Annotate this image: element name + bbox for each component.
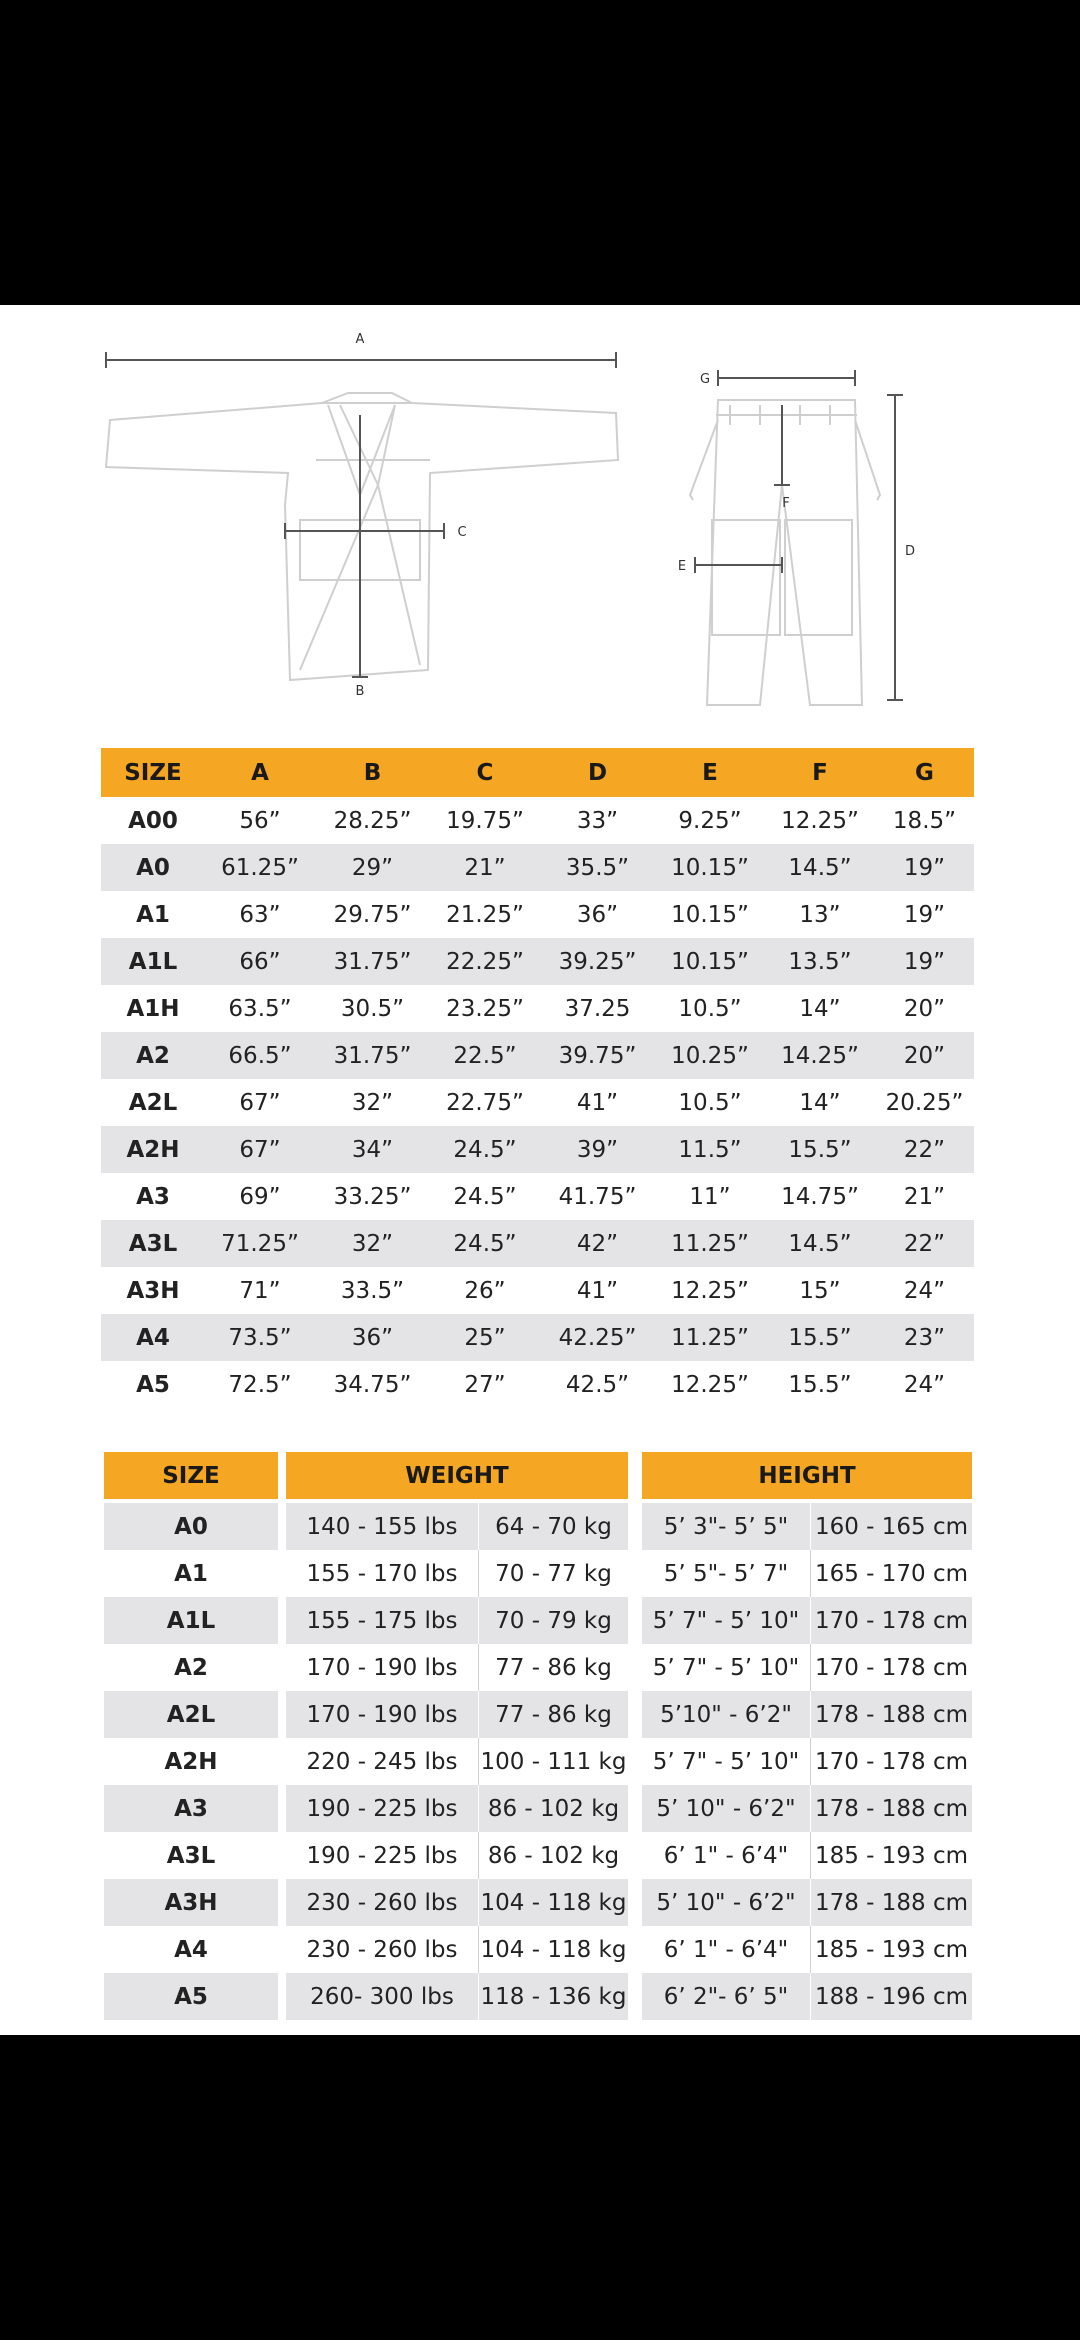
size-cell: A3L — [104, 1832, 278, 1879]
garment-diagram — [0, 305, 1080, 725]
measurement-cell: 33” — [576, 807, 619, 834]
weight-kg-cell: 64 - 70 kg — [478, 1503, 628, 1550]
measurement-cell: 34” — [351, 1136, 394, 1163]
table-row — [101, 1173, 974, 1220]
weight-kg-cell: 70 - 77 kg — [478, 1550, 628, 1597]
size-cell: A1H — [126, 995, 180, 1022]
label-f: F — [782, 496, 790, 511]
measurement-cell: 10.5” — [678, 995, 742, 1022]
measurement-cell: 39.25” — [558, 948, 637, 975]
size-chart-sheet — [0, 305, 1080, 2035]
measurement-cell: 22.5” — [453, 1042, 517, 1069]
weight-kg-cell: 77 - 86 kg — [478, 1644, 628, 1691]
height-cm-cell: 170 - 178 cm — [810, 1738, 972, 1785]
measurement-cell: 24.5” — [453, 1230, 517, 1257]
weight-lbs-cell: 230 - 260 lbs — [286, 1879, 478, 1926]
measurement-cell: 67” — [239, 1136, 281, 1163]
table-row — [104, 1973, 972, 2020]
measurement-cell: 10.15” — [671, 901, 749, 928]
size-cell: A2 — [104, 1644, 278, 1691]
measurement-cell: 29.75” — [333, 901, 412, 928]
dimension-d — [887, 395, 903, 700]
measurement-cell: 24.5” — [453, 1183, 517, 1210]
height-ft-cell: 5’ 10" - 6’2" — [642, 1879, 810, 1926]
header-e: E — [702, 759, 718, 786]
weight-kg-cell: 118 - 136 kg — [478, 1973, 628, 2020]
measurement-cell: 15.5” — [788, 1371, 852, 1398]
height-ft-cell: 5’ 3"- 5’ 5" — [642, 1503, 810, 1550]
measurement-cell: 15” — [799, 1277, 841, 1304]
measurement-cell: 36” — [351, 1324, 394, 1351]
measurement-cell: 12.25” — [781, 807, 859, 834]
height-cm-cell: 188 - 196 cm — [810, 1973, 972, 2020]
label-a: A — [355, 332, 365, 347]
table-row — [101, 1267, 974, 1314]
header-d: D — [587, 759, 608, 786]
height-ft-cell: 5’ 5"- 5’ 7" — [642, 1550, 810, 1597]
pants-drawing — [690, 400, 880, 705]
measurement-cell: 21.25” — [446, 901, 524, 928]
measurement-cell: 34.75” — [333, 1371, 412, 1398]
header-c: C — [476, 759, 494, 786]
measurement-cell: 22.25” — [446, 948, 524, 975]
measurement-cell: 41” — [576, 1277, 619, 1304]
weight-kg-cell: 86 - 102 kg — [478, 1785, 628, 1832]
measurement-cell: 71.25” — [221, 1230, 299, 1257]
measurement-cell: 14” — [799, 1089, 841, 1116]
body-header-row — [104, 1452, 972, 1499]
header-b: B — [363, 759, 382, 786]
table-row — [104, 1879, 972, 1926]
measurement-cell: 13.5” — [788, 948, 852, 975]
measurement-cell: 42.25” — [558, 1324, 637, 1351]
measurement-cell: 31.75” — [333, 1042, 412, 1069]
measurement-cell: 21” — [464, 854, 506, 881]
table-row — [101, 1032, 974, 1079]
header-height: HEIGHT — [642, 1452, 972, 1499]
measurement-cell: 14.5” — [788, 854, 852, 881]
table-row — [104, 1644, 972, 1691]
dimension-e — [695, 557, 782, 573]
size-cell: A3H — [104, 1879, 278, 1926]
weight-lbs-cell: 140 - 155 lbs — [286, 1503, 478, 1550]
measurement-cell: 39.75” — [558, 1042, 637, 1069]
table-row — [101, 1361, 974, 1408]
measurement-cell: 61.25” — [221, 854, 299, 881]
measurement-cell: 27” — [464, 1371, 506, 1398]
measurement-cell: 31.75” — [333, 948, 412, 975]
measurement-cell: 14” — [799, 995, 841, 1022]
measurement-cell: 63.5” — [228, 995, 292, 1022]
table-row — [104, 1691, 972, 1738]
measurement-cell: 14.5” — [788, 1230, 852, 1257]
measurement-cell: 13” — [799, 901, 841, 928]
measurement-cell: 73.5” — [228, 1324, 292, 1351]
height-cm-cell: 178 - 188 cm — [810, 1879, 972, 1926]
measurement-cell: 32” — [351, 1230, 394, 1257]
header-size: SIZE — [104, 1452, 278, 1499]
weight-kg-cell: 100 - 111 kg — [478, 1738, 628, 1785]
measurement-cell: 67” — [239, 1089, 281, 1116]
weight-lbs-cell: 170 - 190 lbs — [286, 1691, 478, 1738]
measurement-cell: 71” — [239, 1277, 281, 1304]
body-size-table — [104, 1452, 972, 2020]
size-cell: A3H — [126, 1277, 180, 1304]
measurement-cell: 10.15” — [671, 854, 749, 881]
measurement-cell: 15.5” — [788, 1136, 852, 1163]
size-cell: A3 — [136, 1183, 170, 1210]
weight-kg-cell: 104 - 118 kg — [478, 1926, 628, 1973]
weight-kg-cell: 104 - 118 kg — [478, 1879, 628, 1926]
table-row — [101, 844, 974, 891]
height-ft-cell: 6’ 1" - 6’4" — [642, 1926, 810, 1973]
weight-lbs-cell: 230 - 260 lbs — [286, 1926, 478, 1973]
measurement-cell: 72.5” — [228, 1371, 292, 1398]
measurement-cell: 14.25” — [781, 1042, 859, 1069]
size-cell: A00 — [128, 807, 178, 834]
height-cm-cell: 178 - 188 cm — [810, 1785, 972, 1832]
measurement-cell: 35.5” — [565, 854, 630, 881]
height-cm-cell: 165 - 170 cm — [810, 1550, 972, 1597]
measurement-cell: 26” — [464, 1277, 506, 1304]
weight-kg-cell: 77 - 86 kg — [478, 1691, 628, 1738]
height-ft-cell: 6’ 2"- 6’ 5" — [642, 1973, 810, 2020]
label-b: B — [355, 684, 365, 699]
size-cell: A1 — [104, 1550, 278, 1597]
size-cell: A3L — [128, 1230, 178, 1257]
table-row — [104, 1738, 972, 1785]
measurement-cell: 39” — [576, 1136, 619, 1163]
measurement-cell: 30.5” — [340, 995, 405, 1022]
measurement-cell: 24” — [903, 1277, 946, 1304]
measurement-cell: 63” — [239, 901, 281, 928]
measurement-cell: 22” — [903, 1230, 946, 1257]
label-g: G — [699, 372, 711, 387]
height-cm-cell: 185 - 193 cm — [810, 1832, 972, 1879]
measurement-cell: 11.25” — [671, 1324, 749, 1351]
height-cm-cell: 185 - 193 cm — [810, 1926, 972, 1973]
measurement-cell: 15.5” — [788, 1324, 852, 1351]
measurement-rows — [101, 797, 974, 1408]
measurement-cell: 33.25” — [333, 1183, 412, 1210]
weight-lbs-cell: 155 - 170 lbs — [286, 1550, 478, 1597]
size-cell: A2L — [128, 1089, 178, 1116]
measurement-cell: 32” — [351, 1089, 394, 1116]
measurement-cell: 41.75” — [558, 1183, 637, 1210]
measurement-cell: 9.25” — [678, 807, 742, 834]
size-cell: A2L — [104, 1691, 278, 1738]
height-cm-cell: 170 - 178 cm — [810, 1644, 972, 1691]
body-rows — [104, 1503, 972, 2020]
label-e: E — [677, 559, 687, 574]
weight-lbs-cell: 260- 300 lbs — [286, 1973, 478, 2020]
weight-lbs-cell: 190 - 225 lbs — [286, 1785, 478, 1832]
measurement-cell: 41” — [576, 1089, 619, 1116]
size-cell: A4 — [104, 1926, 278, 1973]
measurement-cell: 66.5” — [228, 1042, 292, 1069]
table-row — [101, 1220, 974, 1267]
measurement-cell: 19” — [903, 854, 946, 881]
measurement-cell: 19.75” — [446, 807, 524, 834]
weight-kg-cell: 70 - 79 kg — [478, 1597, 628, 1644]
measurement-cell: 22” — [903, 1136, 946, 1163]
size-cell: A3 — [104, 1785, 278, 1832]
table-row — [101, 891, 974, 938]
label-d: D — [904, 544, 916, 559]
height-ft-cell: 6’ 1" - 6’4" — [642, 1832, 810, 1879]
measurement-table — [101, 748, 974, 1408]
measurement-cell: 11.25” — [671, 1230, 749, 1257]
table-row — [101, 938, 974, 985]
header-weight: WEIGHT — [286, 1452, 628, 1499]
table-row — [101, 1314, 974, 1361]
weight-lbs-cell: 220 - 245 lbs — [286, 1738, 478, 1785]
measurement-cell: 42” — [576, 1230, 619, 1257]
measurement-cell: 36” — [576, 901, 619, 928]
table-row — [101, 985, 974, 1032]
measurement-cell: 29” — [351, 854, 394, 881]
table-row — [101, 1126, 974, 1173]
measurement-cell: 20” — [903, 1042, 946, 1069]
measurement-cell: 23” — [903, 1324, 946, 1351]
size-cell: A1L — [104, 1597, 278, 1644]
measurement-cell: 66” — [239, 948, 281, 975]
height-cm-cell: 170 - 178 cm — [810, 1597, 972, 1644]
header-g: G — [915, 759, 934, 786]
measurement-cell: 21” — [903, 1183, 946, 1210]
measurement-cell: 11” — [689, 1183, 731, 1210]
measurement-cell: 20.25” — [885, 1089, 964, 1116]
header-f: F — [812, 759, 828, 786]
measurement-cell: 19” — [903, 948, 946, 975]
size-cell: A1L — [128, 948, 178, 975]
size-cell: A0 — [104, 1503, 278, 1550]
dimension-a — [106, 352, 616, 368]
size-cell: A5 — [104, 1973, 278, 2020]
measurement-header-row — [101, 748, 974, 797]
height-ft-cell: 5’ 10" - 6’2" — [642, 1785, 810, 1832]
measurement-cell: 33.5” — [340, 1277, 405, 1304]
height-ft-cell: 5’ 7" - 5’ 10" — [642, 1644, 810, 1691]
measurement-cell: 24.5” — [453, 1136, 517, 1163]
table-row — [101, 797, 974, 844]
dimension-b — [352, 415, 368, 677]
measurement-cell: 10.15” — [671, 948, 749, 975]
table-row — [101, 1079, 974, 1126]
measurement-cell: 14.75” — [781, 1183, 859, 1210]
table-row — [104, 1832, 972, 1879]
measurement-cell: 69” — [239, 1183, 281, 1210]
size-cell: A2H — [104, 1738, 278, 1785]
height-ft-cell: 5’10" - 6’2" — [642, 1691, 810, 1738]
measurement-cell: 25” — [464, 1324, 506, 1351]
header-size: SIZE — [124, 759, 182, 786]
measurement-cell: 18.5” — [892, 807, 957, 834]
measurement-cell: 22.75” — [446, 1089, 524, 1116]
table-row — [104, 1926, 972, 1973]
measurement-cell: 28.25” — [333, 807, 412, 834]
table-row — [104, 1550, 972, 1597]
measurement-cell: 19” — [903, 901, 946, 928]
measurement-cell: 11.5” — [678, 1136, 742, 1163]
weight-lbs-cell: 155 - 175 lbs — [286, 1597, 478, 1644]
weight-lbs-cell: 190 - 225 lbs — [286, 1832, 478, 1879]
size-cell: A2 — [136, 1042, 170, 1069]
size-cell: A2H — [126, 1136, 180, 1163]
measurement-cell: 10.5” — [678, 1089, 742, 1116]
table-row — [104, 1503, 972, 1550]
height-cm-cell: 178 - 188 cm — [810, 1691, 972, 1738]
height-ft-cell: 5’ 7" - 5’ 10" — [642, 1738, 810, 1785]
size-cell: A5 — [136, 1371, 170, 1398]
measurement-cell: 10.25” — [671, 1042, 749, 1069]
weight-lbs-cell: 170 - 190 lbs — [286, 1644, 478, 1691]
height-cm-cell: 160 - 165 cm — [810, 1503, 972, 1550]
measurement-cell: 12.25” — [671, 1371, 749, 1398]
dimension-f — [774, 405, 790, 485]
label-c: C — [457, 525, 467, 540]
measurement-cell: 42.5” — [565, 1371, 630, 1398]
measurement-cell: 37.25 — [564, 995, 631, 1022]
measurement-cell: 12.25” — [671, 1277, 749, 1304]
measurement-cell: 20” — [903, 995, 946, 1022]
table-row — [104, 1597, 972, 1644]
size-cell: A4 — [136, 1324, 170, 1351]
table-row — [104, 1785, 972, 1832]
measurement-cell: 23.25” — [446, 995, 524, 1022]
size-cell: A1 — [136, 901, 170, 928]
measurement-cell: 24” — [903, 1371, 946, 1398]
measurement-cell: 56” — [239, 807, 281, 834]
height-ft-cell: 5’ 7" - 5’ 10" — [642, 1597, 810, 1644]
weight-kg-cell: 86 - 102 kg — [478, 1832, 628, 1879]
dimension-g — [718, 370, 855, 386]
jacket-drawing — [106, 393, 618, 680]
header-a: A — [251, 759, 269, 786]
size-cell: A0 — [136, 854, 170, 881]
